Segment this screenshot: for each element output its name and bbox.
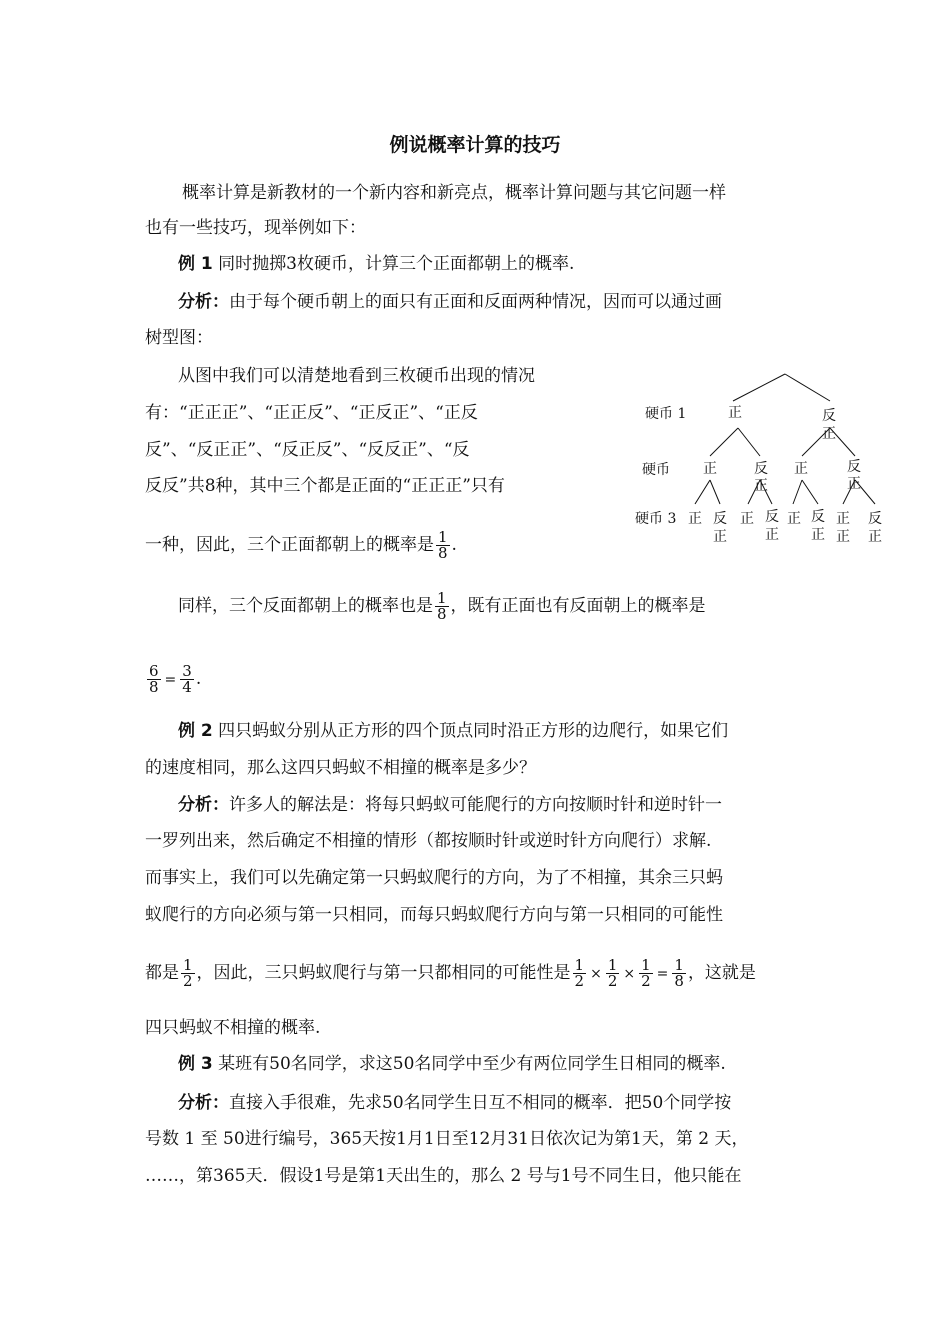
para-1-line-5-text: 一种，因此，三个正面都朝上的概率是 (145, 535, 434, 555)
analysis-1-line-1 (178, 292, 722, 312)
numerator: 1 (674, 956, 684, 974)
numerator: 3 (182, 662, 192, 680)
fraction-1-8 (435, 591, 449, 622)
coin-2-tails-b: 反 (847, 459, 861, 475)
coin-3-leaf-1: 正 (688, 511, 702, 527)
denominator: 8 (438, 544, 448, 562)
analysis-2-line-5-c: ，这就是 (687, 963, 756, 983)
coin-3-leaf-4b: 正 (765, 527, 779, 543)
numerator: 1 (438, 528, 448, 546)
analysis-1-line-2: 树型图： (145, 328, 213, 348)
analysis-2-label: 分析： (178, 795, 229, 815)
coin-3-leaf-8b: 正 (868, 529, 882, 545)
analysis-2-line-3: 而事实上，我们可以先确定第一只蚂蚁爬行的方向，为了不相撞，其余三只蚂 (145, 868, 723, 888)
analysis-2-line-4: 蚁爬行的方向必须与第一只相同，而每只蚂蚁爬行方向与第一只相同的可能性 (145, 905, 723, 925)
para-1-line-3: 反”、“反正正”、“反正反”、“反反正”、“反 (145, 440, 470, 460)
fraction-1-8 (436, 530, 450, 561)
fraction-6-8 (147, 664, 161, 695)
analysis-2-line-6: 四只蚂蚁不相撞的概率. (145, 1018, 321, 1038)
equals-sign: = (164, 671, 177, 688)
example-2-label: 例 2 (178, 721, 213, 741)
period: . (451, 535, 457, 555)
coin-2-tails-a-2: 正 (754, 478, 768, 494)
denominator: 8 (437, 605, 447, 623)
coin-3-leaf-3: 正 (740, 511, 754, 527)
fraction-1-2 (606, 958, 620, 989)
analysis-2-line-5 (145, 958, 756, 989)
denominator: 2 (183, 972, 193, 990)
coin-1-label: 硬币 1 (645, 406, 687, 422)
coin-2-heads-a: 正 (703, 461, 717, 477)
numerator: 6 (149, 662, 159, 680)
analysis-2-line-1 (178, 795, 722, 815)
coin-2-heads-b: 正 (794, 461, 808, 477)
fraction-1-2 (639, 958, 653, 989)
fraction-1-2 (573, 958, 587, 989)
fraction-3-4 (180, 664, 194, 695)
example-3-text: 某班有50名同学，求这50名同学中至少有两位同学生日相同的概率. (212, 1054, 726, 1074)
analysis-2-line-2: 一罗列出来，然后确定不相撞的情形（都按顺时针或逆时针方向爬行）求解. (145, 831, 712, 851)
coin-3-leaf-5: 正 (787, 511, 801, 527)
para-1-line-2: 有：“正正正”、“正正反”、“正反正”、“正反 (145, 403, 478, 423)
fraction-1-8 (672, 958, 686, 989)
coin-3-leaf-6: 反 (811, 509, 825, 525)
example-2-line-2: 的速度相同，那么这四只蚂蚁不相撞的概率是多少？ (145, 758, 536, 778)
coin-3-leaf-2b: 正 (713, 529, 727, 545)
denominator: 2 (607, 972, 618, 990)
times-sign: × (623, 965, 636, 982)
example-3 (178, 1054, 726, 1074)
coin-2-tails-a: 反 (754, 461, 768, 477)
coin-1-heads: 正 (728, 405, 742, 421)
numerator: 1 (574, 956, 585, 974)
para-2-text-a: 同样，三个反面都朝上的概率也是 (178, 596, 433, 616)
denominator: 4 (182, 678, 192, 696)
example-1-text: 同时抛掷3枚硬币，计算三个正面都朝上的概率. (212, 254, 575, 274)
para-1-line-5 (145, 530, 457, 564)
numerator: 1 (437, 589, 447, 607)
times-sign: × (590, 965, 602, 982)
coin-2-tails-b-2: 正 (847, 476, 861, 492)
page-title: 例说概率计算的技巧 (389, 134, 561, 156)
coin-3-leaf-2: 反 (713, 511, 727, 527)
numerator: 1 (641, 956, 651, 974)
analysis-1-label: 分析： (178, 292, 229, 312)
analysis-1-text: 由于每个硬币朝上的面只有正面和反面两种情况，因而可以通过画 (229, 292, 722, 312)
example-1 (178, 254, 574, 274)
denominator: 8 (674, 972, 684, 990)
denominator: 2 (574, 972, 585, 990)
period: . (195, 669, 202, 689)
example-2 (178, 721, 728, 741)
coin-3-label: 硬币 3 (635, 511, 677, 527)
coin-3-leaf-4: 反 (765, 509, 779, 525)
analysis-2-line-5-a: 都是 (145, 963, 179, 983)
analysis-2-line-5-b: ，因此，三只蚂蚁爬行与第一只都相同的可能性是 (196, 963, 571, 983)
para-2-line-2 (145, 664, 201, 695)
denominator: 2 (641, 972, 651, 990)
analysis-3-text: 直接入手很难，先求50名同学生日互不相同的概率．把50个同学按 (229, 1093, 732, 1113)
analysis-3-line-1 (178, 1093, 731, 1113)
para-2-text-b: ，既有正面也有反面朝上的概率是 (450, 596, 706, 616)
denominator: 8 (149, 678, 159, 696)
coin-3-leaf-7b: 正 (836, 529, 850, 545)
coin-3-leaf-8: 反 (868, 511, 882, 527)
para-1-line-1: 从图中我们可以清楚地看到三枚硬币出现的情况 (178, 366, 535, 386)
numerator: 1 (183, 956, 193, 974)
analysis-3-label: 分析： (178, 1093, 229, 1113)
analysis-3-line-2: 号数 1 至 50进行编号，365天按1月1日至12月31日依次记为第1天，第 2 天， (145, 1129, 749, 1149)
coin-1-tails: 反 (822, 408, 836, 424)
example-3-label: 例 3 (178, 1054, 213, 1074)
coin-1-tails-2: 正 (822, 426, 836, 442)
coin-2-label: 硬币 (642, 462, 670, 478)
coin-tree-diagram (630, 368, 890, 548)
para-1-line-4: 反反”共8种，其中三个都是正面的“正正正”只有 (145, 476, 505, 496)
numerator: 1 (607, 956, 618, 974)
coin-3-leaf-7: 正 (836, 511, 850, 527)
para-2-line-1 (178, 591, 706, 622)
coin-3-leaf-6b: 正 (811, 527, 825, 543)
analysis-2-text: 许多人的解法是：将每只蚂蚁可能爬行的方向按顺时针和逆时针一 (229, 795, 722, 815)
intro-line-1: 概率计算是新教材的一个新内容和新亮点，概率计算问题与其它问题一样 (182, 183, 726, 203)
example-2-text: 四只蚂蚁分别从正方形的四个顶点同时沿正方形的边爬行，如果它们 (212, 721, 729, 741)
equals-sign: = (656, 965, 669, 982)
analysis-3-line-3: ……，第365天．假设1号是第1天出生的，那么 2 号与1号不同生日，他只能在 (145, 1166, 742, 1186)
intro-line-2: 也有一些技巧，现举例如下： (145, 218, 366, 238)
fraction-1-2 (181, 958, 195, 989)
example-1-label: 例 1 (178, 254, 213, 274)
